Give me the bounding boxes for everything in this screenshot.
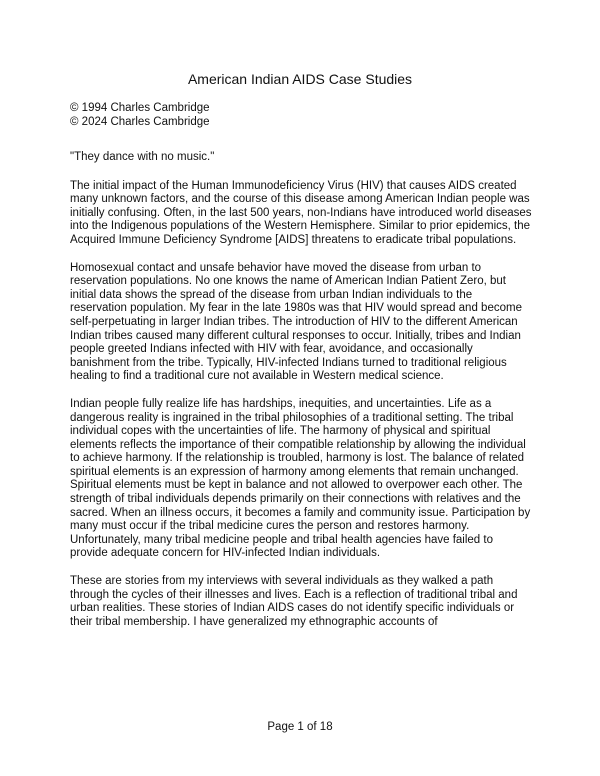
body-paragraph: These are stories from my interviews with several individuals as they walked a path through the cycles of their illnesses and lives. Each is a reflection of traditional tribal and urban realities. These stories of Indian AIDS cases do not identify specific individuals or their tribal membership. I have generalized my ethnographic accounts of	[70, 575, 518, 628]
document-title: American Indian AIDS Case Studies	[187, 71, 413, 87]
document-body	[70, 151, 532, 643]
body-paragraph: Indian people fully realize life has hardships, inequities, and uncertainties. Life as a dangerous reality is ingrained in the tribal philosophies of a traditional setting. The tribal individual copes with the uncertainties of life. The harmony of physical and spiritual elements reflects the importance of their compatible relationship by allowing the individual to achieve harmony. If the relationship is troubled, harmony is lost. The balance of related spiritual elements is an expression of harmony among elements that remain unchanged. Spiritual elements must be kept in balance and not allowed to overpower each other. The strength of tribal individuals depends primarily on their connections with relatives and the sacred. When an illness occurs, it becomes a family and community issue. Participation by many must occur if the tribal medicine cures the person and restores harmony. Unfortunately, many tribal medicine people and tribal health agencies have failed to provide adequate concern for HIV-infected Indian individuals.	[70, 397, 531, 560]
page-number: Page 1 of 18	[267, 721, 333, 733]
copyright-line: © 2024 Charles Cambridge	[70, 116, 210, 128]
epigraph-quote: "They dance with no music."	[70, 151, 215, 163]
body-paragraph: Homosexual contact and unsafe behavior have moved the disease from urban to reservation populations. No one knows the name of American Indian Patient Zero, but initial data shows the spread of the disease from urban Indian individuals to the reservation population. My fear in the late 1980s was that HIV would spread and become self-perpetuating in larger Indian tribes. The introduction of HIV to the different American Indian tribes caused many different cultural responses to occur. Initially, tribes and Indian people greeted Indians infected with HIV with fear, avoidance, and occasionally banishment from the tribe. Typically, HIV-infected Indians turned to traditional religious healing to find a traditional cure not available in Western medical science.	[70, 261, 522, 383]
body-paragraph: The initial impact of the Human Immunodeficiency Virus (HIV) that causes AIDS created many unknown factors, and the course of this disease among American Indian people was initially confusing. Often, in the last 500 years, non-Indians have introduced world diseases into the Indigenous populations of the Western Hemisphere. Similar to prior epidemics, the Acquired Immune Deficiency Syndrome [AIDS] threatens to eradicate tribal populations.	[70, 179, 532, 246]
copyright-line: © 1994 Charles Cambridge	[70, 102, 210, 114]
